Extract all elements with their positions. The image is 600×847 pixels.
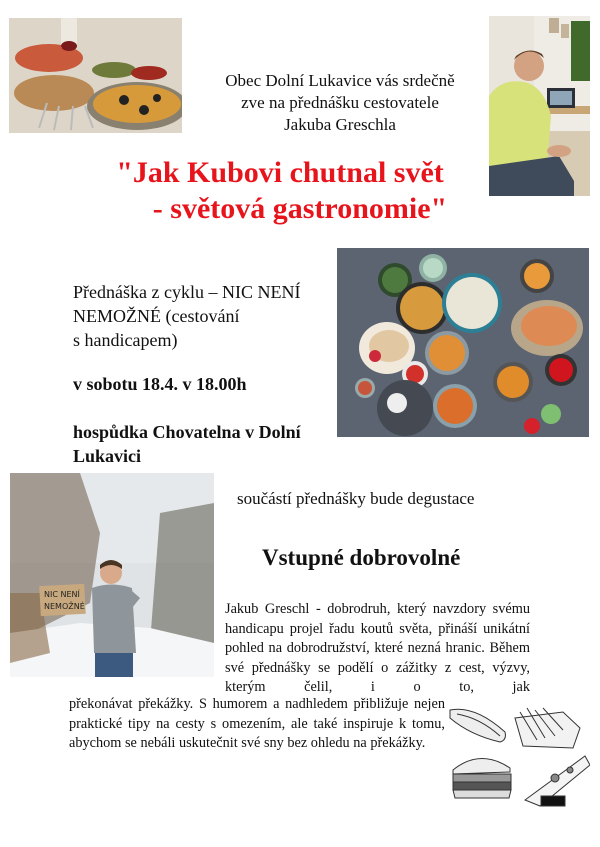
fast-food-sketches <box>445 700 590 812</box>
food-photo-paella <box>9 18 182 133</box>
entry-fee: Vstupné dobrovolné <box>262 545 461 570</box>
venue-line-1: hospůdka Chovatelna v Dolní <box>73 422 301 442</box>
cycle-line-2: NEMOŽNÉ (cestování <box>73 306 240 326</box>
bio-text-2: překonávat překážky. S humorem a nadhledem přibližuje nejen praktické tipy na cesty s omezením, ale také inspiruje k tomu, abychom se nebáli uskutečnit své sny bez ohledu na překážky. <box>69 696 445 751</box>
speaker-photo-desk <box>489 16 590 196</box>
event-title <box>60 155 500 227</box>
sign-line-1: NIC NENÍ <box>44 590 80 599</box>
event-venue <box>73 420 343 468</box>
speaker-desk-illustration <box>489 16 590 196</box>
event-date: v sobotu 18.4. v 18.00h <box>73 374 247 394</box>
bio-paragraph-part1 <box>225 600 530 698</box>
fast-food-illustration <box>445 700 590 812</box>
invitation-text <box>190 70 490 136</box>
invite-line-1: Obec Dolní Lukavice vás srdečně <box>225 71 455 90</box>
invite-line-2: zve na přednášku cestovatele <box>241 93 439 112</box>
speaker-photo-snow <box>10 473 214 677</box>
title-line-1: "Jak Kubovi chutnal svět <box>116 156 444 189</box>
lecture-series-text <box>73 280 343 352</box>
world-cuisine-photo <box>337 248 589 437</box>
cycle-line-3: s handicapem) <box>73 330 178 350</box>
bio-text-1: Jakub Greschl - dobrodruh, který navzdory svému handicapu projel řadu koutů světa, přináší unikátní pohled na dobrodružství, které nezná hranic. Během své přednášky se podělí o zážitky z cest, výzvy, kterým čelil, i o to, jak <box>225 601 530 695</box>
paella-illustration <box>9 18 182 133</box>
cycle-line-1: Přednáška z cyklu – NIC NENÍ <box>73 282 301 302</box>
title-line-2: - světová gastronomie" <box>152 192 448 225</box>
bio-paragraph-part2 <box>69 695 445 754</box>
tasting-note: součástí přednášky bude degustace <box>237 489 475 508</box>
speaker-snow-illustration <box>10 473 214 677</box>
venue-line-2: Lukavici <box>73 446 142 466</box>
sign-line-2: NEMOŽNÉ <box>44 602 85 611</box>
invite-line-3: Jakuba Greschla <box>284 115 396 134</box>
world-cuisine-illustration <box>337 248 589 437</box>
